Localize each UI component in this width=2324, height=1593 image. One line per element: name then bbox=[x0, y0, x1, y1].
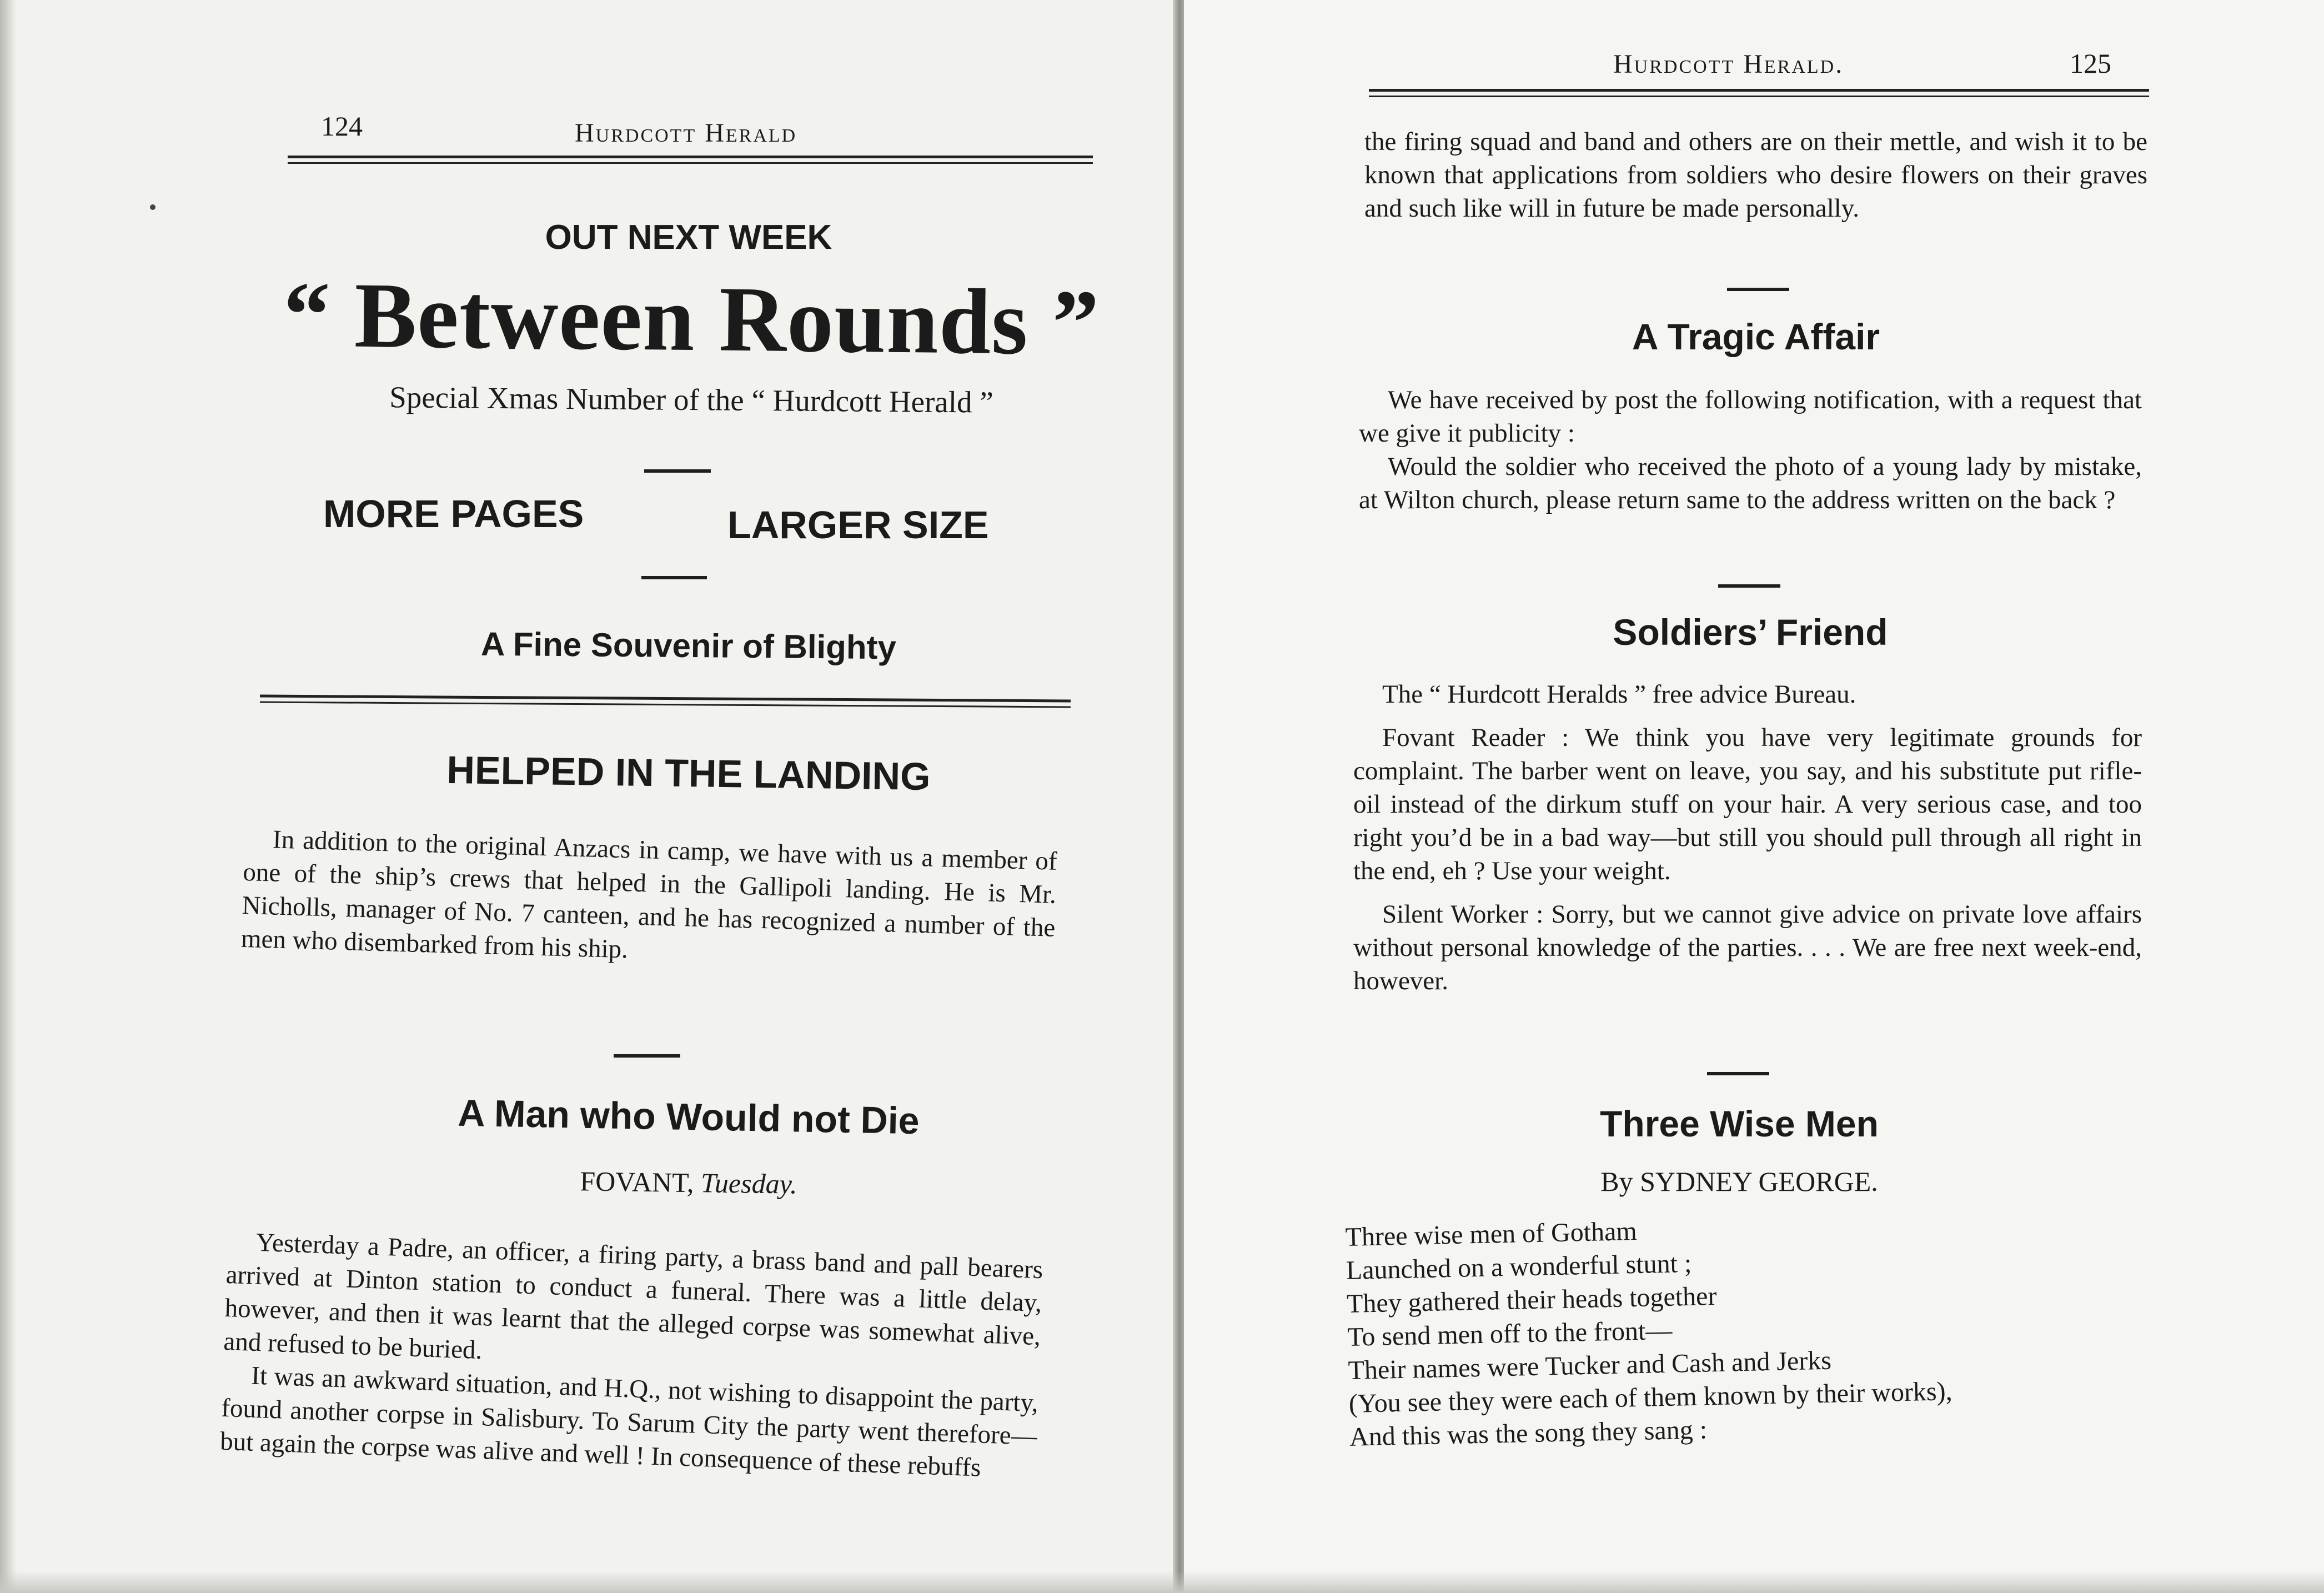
article-heading-soldiers-friend: Soldiers’ Friend bbox=[1613, 612, 1888, 653]
dateline bbox=[311, 1161, 1067, 1204]
continuation-text bbox=[1364, 125, 2147, 225]
left-running-head: Hurdcott Herald bbox=[575, 118, 797, 148]
advice-answer: Sorry, but we cannot give advice on private love affairs without personal knowledge of the parties. . . . We are free next week-end, however. bbox=[1353, 900, 2142, 995]
scan-bottom-shadow bbox=[0, 1571, 2324, 1593]
paragraph: It was an awkward situation, and H.Q., not wishing to disappoint the party, found another corpse in Salisbury. To Sarum City the party went therefore—but again the corpse was alive and well ! In consequence of these rebuffs bbox=[219, 1361, 1039, 1482]
page-edge-shadow bbox=[0, 0, 17, 1593]
paragraph: the firing squad and band and others are on their mettle, and wish it to be known that applications from soldiers who desire flowers on their graves and such like will in future be made personally. bbox=[1364, 127, 2147, 223]
article-heading-tragic: A Tragic Affair bbox=[1632, 316, 1880, 357]
article-divider bbox=[614, 1054, 680, 1058]
paragraph: Yesterday a Padre, an officer, a firing party, a brass band and pall bearers arrived at Dinton station to conduct a funeral. There was a little delay, however, and then it was learnt that the alleged corpse was somewhat alive, and refused to be buried. bbox=[223, 1228, 1043, 1365]
article-body-soldiers-friend bbox=[1353, 678, 2142, 998]
correspondent-label: Silent Worker : bbox=[1382, 900, 1544, 929]
advice-silent bbox=[1353, 898, 2142, 998]
article-heading-helped: HELPED IN THE LANDING bbox=[446, 748, 931, 799]
poem-line: To send men off to the front— bbox=[1347, 1315, 1673, 1352]
right-running-head: Hurdcott Herald. bbox=[1613, 49, 1844, 79]
dateline-day: Tuesday. bbox=[700, 1167, 798, 1200]
header-rule bbox=[1369, 89, 2149, 92]
ad-souvenir: A Fine Souvenir of Blighty bbox=[480, 625, 897, 667]
article-divider bbox=[1707, 1072, 1769, 1075]
article-divider bbox=[1727, 288, 1789, 291]
poem-line: Launched on a wonderful stunt ; bbox=[1346, 1248, 1692, 1285]
article-body-man bbox=[219, 1225, 1043, 1486]
article-body-tragic bbox=[1359, 383, 2142, 517]
right-page bbox=[1184, 0, 2324, 1593]
ad-divider bbox=[644, 469, 711, 473]
advice-fovant bbox=[1353, 721, 2142, 888]
ad-larger-size: LARGER SIZE bbox=[727, 503, 989, 547]
header-rule bbox=[288, 156, 1093, 158]
poem-line: (You see they were each of them known by their works), bbox=[1348, 1376, 1953, 1419]
ad-out-next-week: OUT NEXT WEEK bbox=[545, 218, 832, 257]
ad-divider bbox=[641, 576, 707, 579]
paragraph: We have received by post the following notification, with a request that we give it publicity : bbox=[1359, 385, 2142, 448]
poem-line: They gathered their heads together bbox=[1346, 1281, 1717, 1319]
dateline-place: FOVANT, bbox=[579, 1165, 694, 1199]
ad-title: “ Between Rounds ” bbox=[283, 263, 1100, 375]
poem-line: And this was the song they sang : bbox=[1349, 1415, 1708, 1452]
poem-byline: By SYDNEY GEORGE. bbox=[1600, 1166, 1878, 1197]
ad-subtitle: Special Xmas Number of the “ Hurdcott Herald ” bbox=[389, 380, 993, 419]
ad-more-pages: MORE PAGES bbox=[323, 492, 584, 535]
poem-heading: Three Wise Men bbox=[1600, 1103, 1879, 1144]
article-body-helped bbox=[240, 822, 1057, 978]
ink-speck bbox=[150, 204, 155, 210]
article-heading-man: A Man who Would not Die bbox=[457, 1091, 920, 1143]
poem-line: Their names were Tucker and Cash and Jerks bbox=[1348, 1345, 1832, 1385]
right-folio: 125 bbox=[2070, 48, 2111, 79]
poem bbox=[1345, 1204, 2182, 1454]
paragraph: In addition to the original Anzacs in camp, we have with us a member of one of the ship’s crews that helped in the Gallipoli landing. He is Mr. Nicholls, manager of No. 7 canteen, and he has recognized a number of the men who disembarked from his ship. bbox=[240, 825, 1058, 964]
poem-line: Three wise men of Gotham bbox=[1345, 1216, 1638, 1252]
section-rule bbox=[260, 695, 1071, 703]
correspondent-label: Fovant Reader : bbox=[1382, 723, 1569, 752]
paragraph: The “ Hurdcott Heralds ” free advice Bureau. bbox=[1382, 680, 1856, 709]
left-folio: 124 bbox=[321, 111, 363, 142]
article-divider bbox=[1718, 584, 1780, 588]
paragraph: Would the soldier who received the photo of a young lady by mistake, at Wilton church, please return same to the address written on the back ? bbox=[1359, 452, 2142, 514]
advice-answer: We think you have very legitimate grounds for complaint. The barber went on leave, you say, and his substitute put rifle-oil instead of the dirkum stuff on your hair. A very serious case, and too right you’d be in a bad way—but still you should pull through all right in the end, eh ? Use your weight. bbox=[1353, 723, 2142, 885]
